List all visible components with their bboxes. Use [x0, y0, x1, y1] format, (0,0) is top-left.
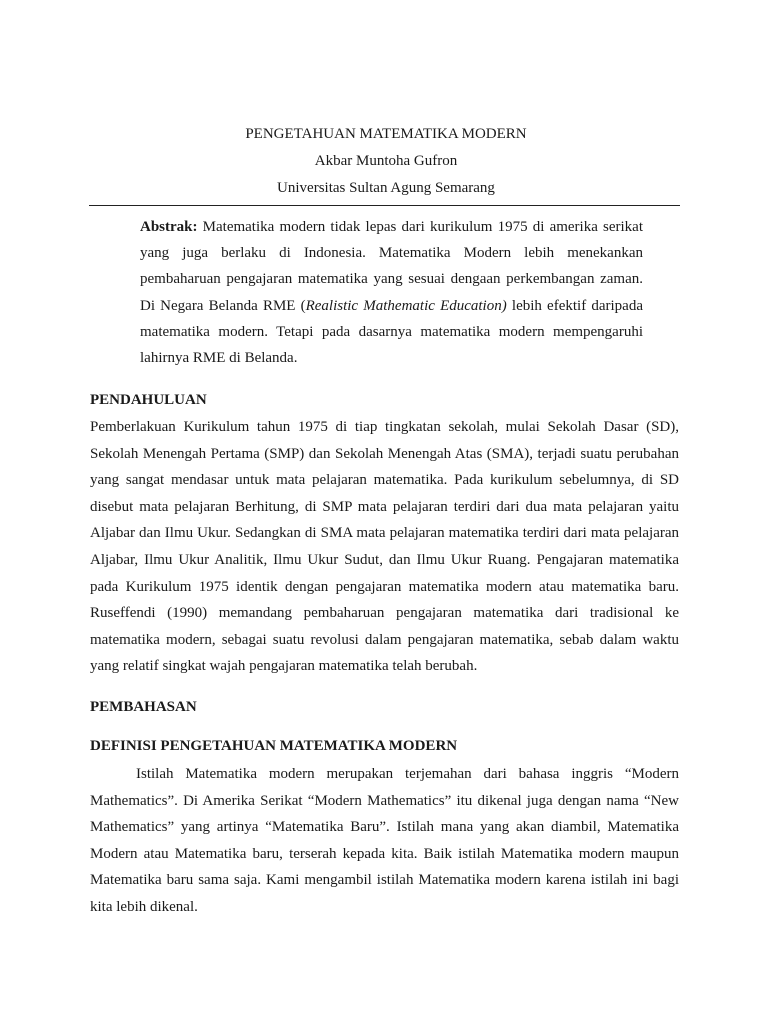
paper-header: [0, 121, 768, 202]
abstract-label: Abstrak:: [140, 219, 198, 235]
section-heading-definisi: DEFINISI PENGETAHUAN MATEMATIKA MODERN: [90, 738, 458, 754]
paper-affiliation: Universitas Sultan Agung Semarang: [277, 180, 495, 196]
pendahuluan-paragraph: Pemberlakuan Kurikulum tahun 1975 di tiap tingkatan sekolah, mulai Sekolah Dasar (SD), Sekolah Menengah Pertama (SMP) dan Sekolah Menengah Atas (SMA), terjadi suatu perubahan yang sangat mendasar untuk mata pelajaran matematika. Pada kurikulum sebelumnya, di SD disebut mata pelajaran Berhitung, di SMP mata pelajaran terdiri dari dua mata pelajaran yaitu Aljabar dan Ilmu Ukur. Sedangkan di SMA mata pelajaran matematika terdiri dari mata pelajaran Aljabar, Ilmu Ukur Analitik, Ilmu Ukur Sudut, dan Ilmu Ukur Ruang. Pengajaran matematika pada Kurikulum 1975 identik dengan pengajaran matematika modern atau matematika baru. Ruseffendi (1990) memandang pembaharuan pengajaran matematika dari tradisional ke matematika modern, sebagai suatu revolusi dalam pengajaran matematika, sebab dalam waktu yang relatif singkat wajah pengajaran matematika telah berubah.: [90, 419, 679, 675]
paper-author: Akbar Muntoha Gufron: [314, 153, 458, 169]
abstract-block: [140, 214, 643, 371]
abstract-italic-term: Realistic Mathematic Education): [305, 297, 507, 314]
paper-title: PENGETAHUAN MATEMATIKA MODERN: [245, 126, 527, 142]
header-divider: [89, 205, 680, 206]
abstract-text-part-2: lebih efektif daripada matematika modern. Tetapi pada dasarnya matematika modern mempengaruhi lahirnya RME di Belanda.: [140, 297, 643, 367]
definisi-paragraph: Istilah Matematika modern merupakan terjemahan dari bahasa inggris “Modern Mathematics”. Di Amerika Serikat “Modern Mathematics” itu dikenal juga dengan nama “New Mathematics” yang artinya “Matematika Baru”. Istilah mana yang akan diambil, Matematika Modern atau Matematika baru, terserah kepada kita. Baik istilah Matematika modern maupun Matematika baru sama saja. Kami mengambil istilah Matematika modern karena istilah ini bagi kita lebih dikenal.: [90, 766, 679, 915]
section-heading-pembahasan: PEMBAHASAN: [90, 699, 197, 715]
section-heading-pendahuluan: PENDAHULUAN: [90, 392, 207, 408]
abstract-text-part-1: Matematika modern tidak lepas dari kurikulum 1975 di amerika serikat yang juga berlaku di Indonesia. Matematika Modern lebih menekankan pembaharuan pengajaran matematika yang sesuai dengaan perkembangan zaman. Di Negara Belanda RME (: [140, 219, 643, 314]
